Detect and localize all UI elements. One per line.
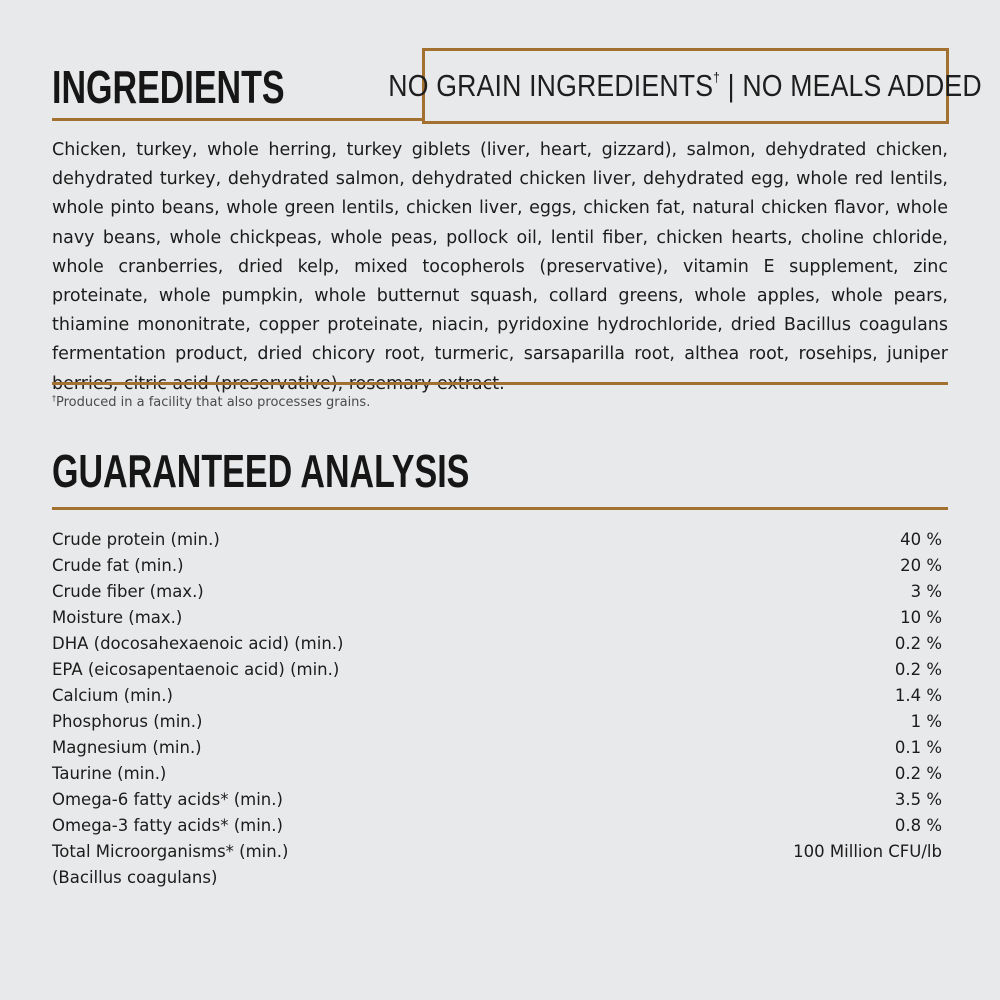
callout-secondary-text: | NO MEALS ADDED <box>720 68 983 103</box>
nutrient-value: 3 % <box>910 582 942 601</box>
nutrient-value: 1 % <box>910 712 942 731</box>
callout-main-text: NO GRAIN INGREDIENTS <box>388 68 714 103</box>
analysis-row <box>52 605 942 631</box>
nutrient-value: 1.4 % <box>894 686 942 705</box>
guaranteed-analysis-table <box>52 527 942 891</box>
nutrient-label: Crude protein (min.) <box>52 530 220 549</box>
nutrient-label: Crude fiber (max.) <box>52 582 204 601</box>
footnote-dagger: † <box>52 394 56 403</box>
nutrient-label: DHA (docosahexaenoic acid) (min.) <box>52 634 344 653</box>
ingredients-heading: INGREDIENTS <box>52 61 285 113</box>
nutrient-value: 0.2 % <box>894 764 942 783</box>
nutrient-label: Omega-3 fatty acids* (min.) <box>52 816 283 835</box>
nutrient-value: 0.8 % <box>894 816 942 835</box>
nutrient-label: Omega-6 fatty acids* (min.) <box>52 790 283 809</box>
nutrient-label: Moisture (max.) <box>52 608 183 627</box>
analysis-rule <box>52 507 948 510</box>
nutrient-label: Taurine (min.) <box>52 764 167 783</box>
nutrient-value: 0.1 % <box>894 738 942 757</box>
grain-facility-footnote <box>52 394 370 410</box>
analysis-row <box>52 813 942 839</box>
nutrient-label: EPA (eicosapentaenoic acid) (min.) <box>52 660 340 679</box>
analysis-row <box>52 787 942 813</box>
nutrient-value: 20 % <box>900 556 942 575</box>
nutrient-value: 0.2 % <box>894 634 942 653</box>
callout-dagger: † <box>713 69 721 85</box>
ingredients-bottom-rule <box>52 382 948 385</box>
analysis-row <box>52 631 942 657</box>
nutrient-value: 3.5 % <box>894 790 942 809</box>
ingredients-list: Chicken, turkey, whole herring, turkey giblets (liver, heart, gizzard), salmon, dehydrated chicken, dehydrated turkey, dehydrated salmon, dehydrated chicken liver, dehydrated egg, whole red lentils, whole pinto beans, whole green lentils, chicken liver, eggs, chicken fat, natural chicken flavor, whole navy beans, whole chickpeas, whole peas, pollock oil, lentil fiber, chicken hearts, choline chloride, whole cranberries, dried kelp, mixed tocopherols (preservative), vitamin E supplement, zinc proteinate, whole pumpkin, whole butternut squash, collard greens, whole apples, whole pears, thiamine mononitrate, copper proteinate, niacin, pyridoxine hydrochloride, dried Bacillus coagulans fermentation product, dried chicory root, turmeric, sarsaparilla root, althea root, rosehips, juniper <box>52 140 948 365</box>
nutrient-label: Total Microorganisms* (min.) <box>52 842 289 861</box>
analysis-row <box>52 839 942 865</box>
analysis-row <box>52 761 942 787</box>
microorganism-note: (Bacillus coagulans) <box>52 868 218 887</box>
grain-free-callout <box>388 48 983 124</box>
analysis-row <box>52 579 942 605</box>
analysis-row <box>52 735 942 761</box>
guaranteed-analysis-heading: GUARANTEED ANALYSIS <box>52 445 470 497</box>
nutrient-value: 0.2 % <box>894 660 942 679</box>
nutrient-label: Magnesium (min.) <box>52 738 202 757</box>
nutrient-value: 100 Million CFU/lb <box>793 842 942 861</box>
analysis-row <box>52 709 942 735</box>
analysis-row <box>52 527 942 553</box>
analysis-row <box>52 683 942 709</box>
nutrient-label: Calcium (min.) <box>52 686 173 705</box>
analysis-row <box>52 553 942 579</box>
nutrient-label: Phosphorus (min.) <box>52 712 203 731</box>
footnote-text: Produced in a facility that also processes grains. <box>56 395 371 410</box>
nutrient-label: Crude fat (min.) <box>52 556 184 575</box>
nutrient-value: 10 % <box>900 608 942 627</box>
analysis-row <box>52 657 942 683</box>
nutrient-value: 40 % <box>900 530 942 549</box>
callout-text <box>389 68 982 104</box>
